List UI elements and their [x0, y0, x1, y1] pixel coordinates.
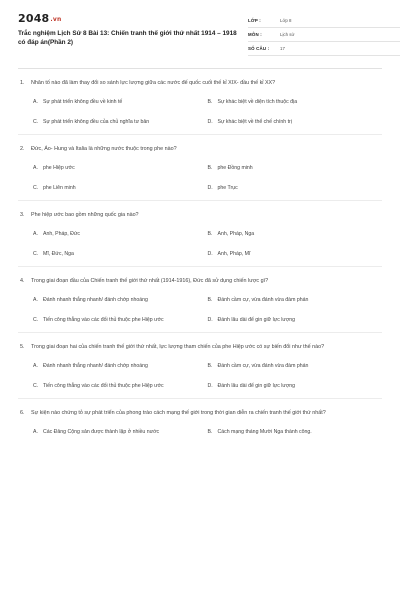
option-letter: A.: [33, 429, 38, 435]
options: [18, 424, 382, 440]
option-b[interactable]: [208, 98, 383, 106]
option-text: phe Liên minh: [43, 185, 76, 191]
option-text: phe Đồng minh: [217, 165, 253, 171]
option-b[interactable]: [208, 296, 383, 304]
option-letter: D.: [207, 251, 213, 257]
question-number: 2.: [20, 146, 25, 152]
question-text: [18, 79, 382, 88]
logo-text: 2048: [18, 12, 50, 25]
option-text: Đánh cầm cự, vừa đánh vừa đàm phán: [217, 297, 309, 303]
question-item: [18, 201, 382, 267]
option-letter: A.: [33, 99, 38, 105]
option-row: [33, 358, 382, 374]
meta-row-count: [248, 42, 400, 56]
option-letter: C.: [33, 317, 39, 323]
option-letter: D.: [207, 317, 213, 323]
option-letter: A.: [33, 297, 38, 303]
question-item: [18, 135, 382, 201]
option-b[interactable]: [208, 230, 383, 238]
question-number: 5.: [20, 344, 25, 350]
option-row: [33, 378, 382, 394]
option-letter: B.: [207, 297, 213, 303]
option-letter: A.: [33, 165, 38, 171]
option-d[interactable]: [208, 184, 383, 192]
option-text: Anh, Pháp, Đức: [43, 231, 80, 237]
question-text: [18, 409, 382, 418]
meta-label: SỐ CÂU :: [248, 46, 270, 51]
question-number: 4.: [20, 278, 25, 284]
question-body: Trong giai đoạn đầu của Chiến tranh thế giới thứ nhất (1914-1916), Đức đã sử dụng chiến lược gì?: [31, 278, 269, 284]
option-a[interactable]: [33, 428, 208, 436]
options: [18, 292, 382, 328]
question-number: 3.: [20, 212, 25, 218]
option-a[interactable]: [33, 362, 208, 370]
meta-label: MÔN :: [248, 32, 262, 37]
option-text: Đánh cầm cự, vừa đánh vừa đàm phán: [217, 363, 309, 369]
options: [18, 358, 382, 394]
option-a[interactable]: [33, 164, 208, 172]
option-a[interactable]: [33, 296, 208, 304]
option-b[interactable]: [208, 164, 383, 172]
option-text: Đánh lâu dài để gin giữ lực lượng: [217, 317, 296, 323]
options: [18, 226, 382, 262]
option-row: [33, 292, 382, 308]
option-b[interactable]: [208, 428, 383, 436]
option-text: Đánh lâu dài để gin giữ lực lượng: [217, 383, 296, 389]
options: [18, 160, 382, 196]
option-text: phe Hiệp ước: [43, 165, 75, 171]
option-text: Mĩ, Đức, Nga: [43, 251, 74, 257]
question-text: [18, 211, 382, 220]
option-letter: C.: [33, 185, 39, 191]
option-c[interactable]: [33, 316, 208, 324]
question-item: [18, 69, 382, 135]
page-title: Trắc nghiệm Lịch Sử 8 Bài 13: Chiến tranh thế giới thứ nhất 1914 – 1918 có đáp án(Phần 2): [18, 30, 237, 46]
option-a[interactable]: [33, 98, 208, 106]
option-d[interactable]: [208, 316, 383, 324]
option-c[interactable]: [33, 184, 208, 192]
options: [18, 94, 382, 130]
option-text: Các Đảng Cộng sản được thành lập ở nhiều nước: [43, 429, 160, 435]
option-letter: B.: [207, 99, 213, 105]
option-text: Tiến công thẳng vào các đối thủ thuộc phe Hiệp ước: [43, 383, 164, 389]
option-text: Sự phát triển không đều về kinh tế: [43, 99, 123, 105]
option-text: Đánh nhanh thắng nhanh/ đánh chớp nhoáng: [43, 363, 148, 369]
question-body: Sự kiện nào chứng tỏ sự phát triển của phong trào cách mạng thế giới trong thời gian diễn ra chiến tranh thế giới thứ nhất?: [31, 410, 326, 416]
option-a[interactable]: [33, 230, 208, 238]
option-letter: C.: [33, 383, 39, 389]
option-d[interactable]: [208, 118, 383, 126]
option-c[interactable]: [33, 118, 208, 126]
option-c[interactable]: [33, 382, 208, 390]
question-text: [18, 277, 382, 286]
option-d[interactable]: [208, 382, 383, 390]
logo-suffix: .vn: [50, 16, 62, 23]
option-b[interactable]: [208, 362, 383, 370]
option-row: [33, 94, 382, 110]
option-text: Tiến công thẳng vào các đối thủ thuộc phe Hiệp ước: [43, 317, 164, 323]
question-item: [18, 333, 382, 399]
meta-value: Lớp 8: [280, 18, 292, 23]
meta-label: LỚP :: [248, 18, 261, 23]
quiz-meta: [248, 14, 400, 56]
option-text: Sự khác biệt về diện tích thuộc địa: [217, 99, 298, 105]
option-text: Cách mạng tháng Mười Nga thành công.: [217, 429, 312, 435]
option-row: [33, 226, 382, 242]
meta-value: Lịch sử: [280, 32, 295, 37]
option-row: [33, 312, 382, 328]
option-text: Anh, Pháp, Mĩ: [217, 251, 251, 257]
question-item: [18, 267, 382, 333]
option-text: Đánh nhanh thắng nhanh/ đánh chớp nhoáng: [43, 297, 148, 303]
option-letter: D.: [207, 185, 213, 191]
option-text: Sự phát triển không đều của chủ nghĩa tư bản: [43, 119, 150, 125]
option-letter: C.: [33, 251, 39, 257]
option-d[interactable]: [208, 250, 383, 258]
option-row: [33, 180, 382, 196]
option-letter: C.: [33, 119, 39, 125]
question-body: Trong giai đoạn hai của chiến tranh thế giới thứ nhất, lực lượng tham chiến của phe Hiệp ước có sự biến đổi như thế nào?: [31, 344, 325, 350]
question-item: [18, 399, 382, 440]
option-row: [33, 246, 382, 262]
meta-value: 17: [280, 46, 285, 51]
option-row: [33, 424, 382, 440]
option-letter: A.: [33, 231, 38, 237]
option-letter: B.: [207, 363, 213, 369]
meta-row-subject: [248, 28, 400, 42]
option-text: Sự khác biệt về thể chế chính trị: [217, 119, 292, 125]
question-body: Nhân tố nào đã làm thay đổi so sánh lực lượng giữa các nước đế quốc cuối thế kỉ XIX- đầu thế kỉ XX?: [31, 80, 276, 86]
option-letter: B.: [207, 231, 213, 237]
option-text: Anh, Pháp, Nga: [217, 231, 255, 237]
option-text: phe Trục: [217, 185, 238, 191]
option-letter: B.: [207, 429, 213, 435]
option-c[interactable]: [33, 250, 208, 258]
option-letter: B.: [207, 165, 213, 171]
option-letter: A.: [33, 363, 38, 369]
question-body: Đức, Áo- Hung và Italia là những nước thuộc trong phe nào?: [31, 146, 177, 152]
question-number: 6.: [20, 410, 25, 416]
option-letter: D.: [207, 383, 213, 389]
option-letter: D.: [207, 119, 213, 125]
question-number: 1.: [20, 80, 25, 86]
question-body: Phe hiệp ước bao gồm những quốc gia nào?: [31, 212, 139, 218]
question-text: [18, 343, 382, 352]
option-row: [33, 114, 382, 130]
meta-row-class: [248, 14, 400, 28]
option-row: [33, 160, 382, 176]
question-text: [18, 145, 382, 154]
header: [18, 0, 382, 68]
